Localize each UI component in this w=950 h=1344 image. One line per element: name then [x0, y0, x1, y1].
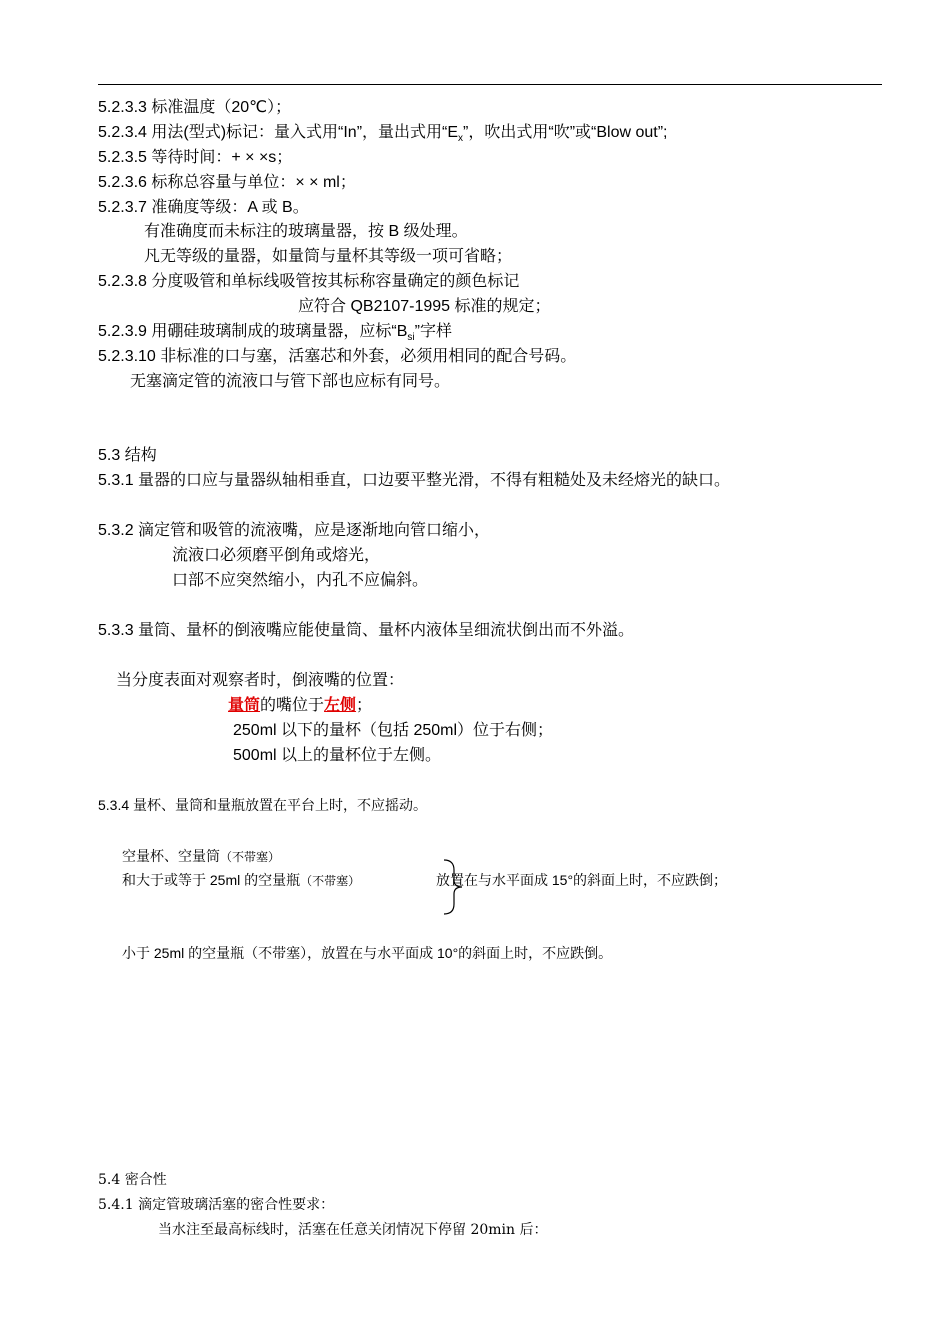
line-5-2-3-8: 5.2.3.8 分度吸管和单标线吸管按其标称容量确定的颜色标记	[98, 273, 520, 290]
line-5-2-3-6: 5.2.3.6 标称总容量与单位：× × ml；	[98, 174, 356, 191]
heading-5-4: 5.4 密合性	[98, 1172, 167, 1188]
line-5-3-3-c: 250ml 以下的量杯（包括 250ml）位于右侧；	[233, 722, 554, 739]
line-5-3-4: 5.3.4 量杯、量筒和量瓶放置在平台上时，不应摇动。	[98, 797, 428, 813]
line-5-3-3-d: 500ml 以上的量杯位于左侧。	[233, 747, 442, 764]
header-rule	[98, 84, 882, 85]
line-qb-standard: 应符合 QB2107-1995 标准的规定；	[298, 298, 551, 315]
line-5-3-4-b: 和大于或等于 25ml 的空量瓶（不带塞）	[122, 872, 361, 888]
line-5-3-2: 5.3.2 滴定管和吸管的流液嘴，应是逐渐地向管口缩小，	[98, 522, 491, 539]
highlight-left-side: 左侧	[324, 697, 357, 714]
line-5-2-3-10: 5.2.3.10 非标准的口与塞，活塞芯和外套，必须用相同的配合号码。	[98, 348, 577, 365]
line-5-2-3-4: 5.2.3.4 用法(型式)标记：量入式用“In”，量出式用“$E_x$”，吹出式用“吹”或“Blow out”;	[98, 124, 668, 145]
line-5-3-3-b: 量筒的嘴位于左侧；	[228, 697, 373, 714]
line-5-4-1-a: 当水注至最高标线时，活塞在任意关闭情况下停留 20min 后：	[158, 1222, 548, 1238]
line-5-3-2-c: 口部不应突然缩小，内孔不应偏斜。	[172, 572, 429, 589]
line-5-3-4-d: 小于 25ml 的空量瓶（不带塞），放置在与水平面成 10°的斜面上时，不应跌倒。	[122, 945, 613, 961]
line-5-3-3: 5.3.3 量筒、量杯的倒液嘴应能使量筒、量杯内液体呈细流状倒出而不外溢。	[98, 622, 635, 639]
line-5-3-3-a: 当分度表面对观察者时，倒液嘴的位置：	[116, 672, 405, 689]
line-5-2-3-5: 5.2.3.5 等待时间：+ × ×s；	[98, 149, 293, 166]
line-5-2-3-3: 5.2.3.3 标准温度（20℃）；	[98, 99, 292, 116]
line-5-2-3-7: 5.2.3.7 准确度等级：A 或 B。	[98, 199, 309, 216]
line-5-4-1: 5.4.1 滴定管玻璃活塞的密合性要求：	[98, 1197, 335, 1213]
line-5-3-1: 5.3.1 量器的口应与量器纵轴相垂直，口边要平整光滑，不得有粗糙处及未经熔光的缺口。	[98, 472, 731, 489]
highlight-cylinder: 量筒	[228, 697, 261, 714]
line-5-3-4-a: 空量杯、空量筒（不带塞）	[122, 848, 281, 864]
line-stopcockless-note: 无塞滴定管的流液口与管下部也应标有同号。	[130, 373, 451, 390]
line-5-3-2-b: 流液口必须磨平倒角或熔光，	[172, 547, 381, 564]
line-no-grade-note: 凡无等级的量器，如量筒与量杯其等级一项可省略；	[144, 248, 513, 265]
line-5-2-3-9: 5.2.3.9 用硼硅玻璃制成的玻璃量器，应标“$B_{si}$”字样	[98, 323, 452, 344]
line-5-3-4-c: 放置在与水平面成 15°的斜面上时，不应跌倒；	[436, 872, 728, 888]
line-accuracy-note: 有准确度而未标注的玻璃量器，按 B 级处理。	[144, 223, 468, 240]
heading-5-3: 5.3 结构	[98, 447, 157, 464]
